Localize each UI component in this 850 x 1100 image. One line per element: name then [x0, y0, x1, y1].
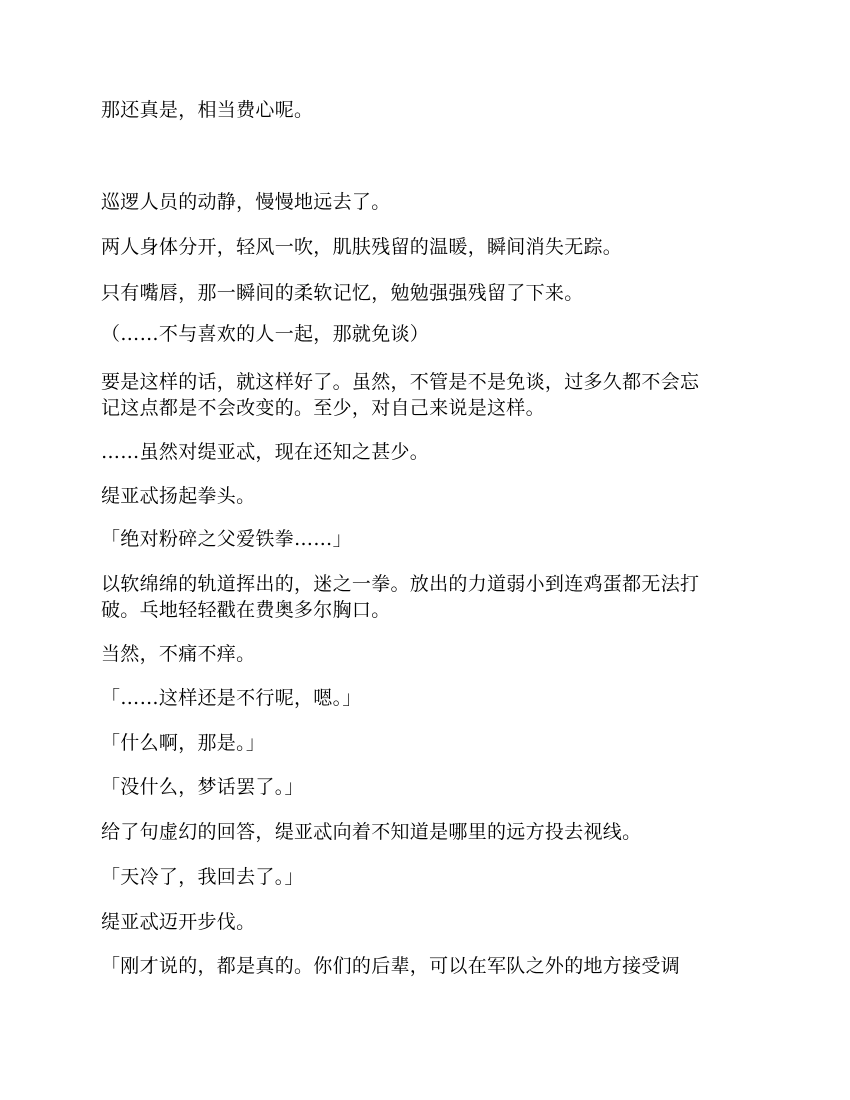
text-line: 以软绵绵的轨道挥出的，迷之一拳。放出的力道弱小到连鸡蛋都无法打 [101, 573, 700, 595]
text-line: 要是这样的话，就这样好了。虽然，不管是不是免谈，过多久都不会忘 [101, 371, 700, 393]
text-line: 「刚才说的，都是真的。你们的后辈，可以在军队之外的地方接受调 [101, 955, 681, 977]
text-line: 「没什么，梦话罢了。」 [101, 776, 304, 798]
text-line: ……虽然对缇亚忒，现在还知之甚少。 [101, 441, 430, 463]
text-line: 缇亚忒扬起拳头。 [101, 485, 256, 507]
text-line: 只有嘴唇，那一瞬间的柔软记忆，勉勉强强残留了下来。 [101, 282, 584, 304]
text-line: 两人身体分开，轻风一吹，肌肤残留的温暖，瞬间消失无踪。 [101, 236, 623, 258]
text-line: 缇亚忒迈开步伐。 [101, 911, 256, 933]
text-line: 记这点都是不会改变的。至少，对自己来说是这样。 [101, 397, 545, 419]
text-line: 「天冷了，我回去了。」 [101, 866, 304, 888]
text-line: 给了句虚幻的回答，缇亚忒向着不知道是哪里的远方投去视线。 [101, 821, 642, 843]
text-line: 「……这样还是不行呢，嗯。」 [101, 687, 362, 709]
text-line: 那还真是，相当费心呢。 [101, 99, 314, 121]
text-line: 「什么啊，那是。」 [101, 732, 266, 754]
text-line: 当然，不痛不痒。 [101, 643, 256, 665]
text-line: 「绝对粉碎之父爱铁拳……」 [101, 528, 352, 550]
text-line: 巡逻人员的动静，慢慢地远去了。 [101, 191, 391, 213]
text-line: （……不与喜欢的人一起，那就免谈） [101, 323, 430, 345]
text-line: 破。乓地轻轻戳在费奥多尔胸口。 [101, 599, 391, 621]
